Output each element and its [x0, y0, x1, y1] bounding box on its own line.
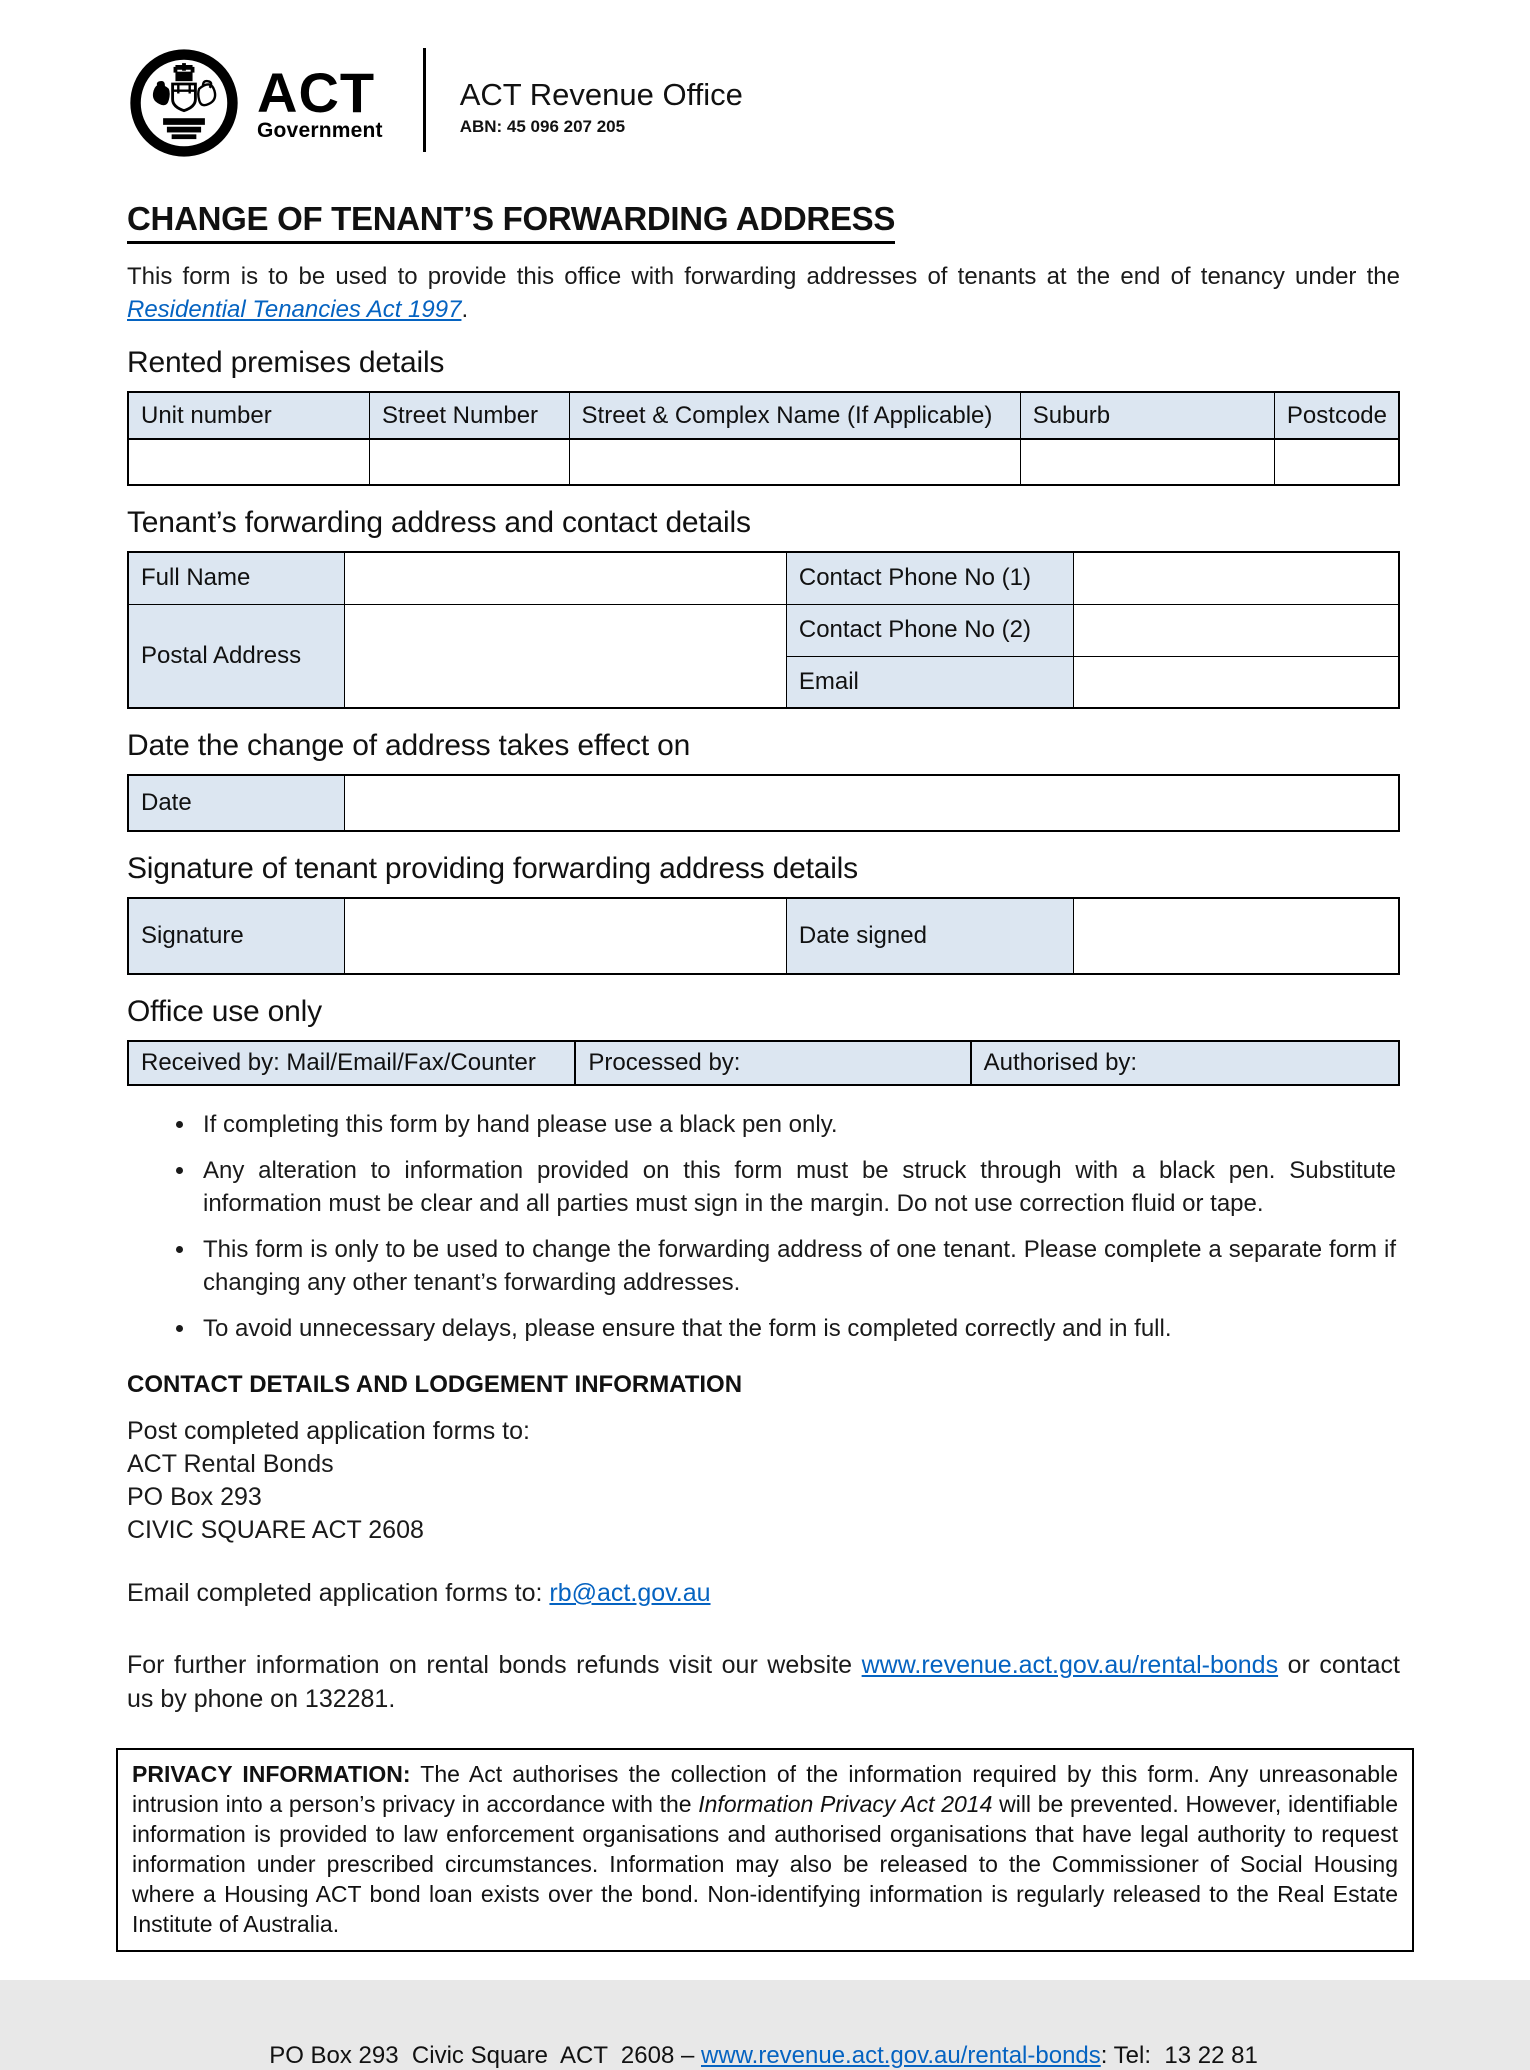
table-row — [128, 775, 1399, 831]
list-item: • To avoid unnecessary delays, please ensure that the form is completed correctly and in full. — [197, 1312, 1400, 1345]
date-label: Date — [128, 775, 344, 831]
header-divider — [423, 48, 426, 152]
page-footer — [127, 2042, 1400, 2070]
table-header-row — [128, 392, 1399, 439]
page-title: CHANGE OF TENANT’S FORWARDING ADDRESS — [127, 200, 895, 244]
date-signed-label: Date signed — [786, 898, 1073, 974]
footer-text-after: : Tel: 13 22 81 — [1100, 2042, 1258, 2069]
office-use-heading: Office use only — [127, 995, 322, 1028]
date-input-cell[interactable] — [344, 775, 1399, 831]
signature-table — [127, 897, 1400, 975]
lodgement-heading: CONTACT DETAILS AND LODGEMENT INFORMATION — [127, 1371, 743, 1398]
tenant-details-table — [127, 551, 1400, 709]
signature-input-cell[interactable] — [344, 898, 786, 974]
date-signed-input-cell[interactable] — [1074, 898, 1399, 974]
residential-tenancies-act-link[interactable]: Residential Tenancies Act 1997 — [127, 296, 462, 323]
office-name: ACT Revenue Office — [459, 77, 743, 112]
act-government-logo — [257, 61, 383, 143]
instruction-notes — [127, 1108, 1400, 1345]
further-info-text-after: or contact us by phone on 132281. — [127, 1651, 1400, 1713]
privacy-information-box — [116, 1748, 1414, 1952]
unit-number-header: Unit number — [128, 392, 369, 439]
postcode-input-cell[interactable] — [1274, 439, 1399, 485]
table-row — [128, 552, 1399, 604]
further-info-paragraph — [127, 1648, 1400, 1716]
contact-phone-2-label: Contact Phone No (2) — [786, 604, 1073, 656]
table-row — [128, 898, 1399, 974]
contact-phone-1-label: Contact Phone No (1) — [786, 552, 1073, 604]
processed-by-cell[interactable]: Processed by: — [575, 1041, 970, 1085]
privacy-act-name: Information Privacy Act 2014 — [698, 1791, 993, 1817]
postal-address-line: PO Box 293 — [127, 1483, 262, 1511]
privacy-text-2: will be prevented. However, identifiable information is provided to law enforcement organisations and authorised organisations that have legal authority to request information under prescribed circumstances. Information may also be released to the Commissioner of Social Housing where a Housing ACT bond loan exists over the bond. Non-identifying information is regularly released to the Real Estate Institute of Australia. — [132, 1791, 1398, 1937]
office-use-table — [127, 1040, 1400, 1086]
suburb-header: Suburb — [1020, 392, 1274, 439]
email-input-cell[interactable] — [1074, 656, 1399, 708]
street-complex-name-header: Street & Complex Name (If Applicable) — [569, 392, 1020, 439]
signature-heading: Signature of tenant providing forwarding address details — [127, 852, 858, 885]
unit-number-input-cell[interactable] — [128, 439, 369, 485]
list-item: • If completing this form by hand please use a black pen only. — [197, 1108, 1400, 1141]
rental-bonds-website-link[interactable]: www.revenue.act.gov.au/rental-bonds — [861, 1651, 1279, 1679]
full-name-label: Full Name — [128, 552, 344, 604]
authorised-by-cell[interactable]: Authorised by: — [971, 1041, 1399, 1085]
further-info-text-before: For further information on rental bonds refunds visit our website — [127, 1651, 862, 1679]
footer-text-before: PO Box 293 Civic Square ACT 2608 – — [269, 2042, 701, 2069]
intro-paragraph — [127, 260, 1400, 326]
street-number-input-cell[interactable] — [369, 439, 569, 485]
postal-address-line: CIVIC SQUARE ACT 2608 — [127, 1516, 424, 1544]
table-row — [128, 439, 1399, 485]
postcode-header: Postcode — [1274, 392, 1399, 439]
footer-website-link[interactable]: www.revenue.act.gov.au/rental-bonds — [700, 2042, 1101, 2069]
rented-premises-table — [127, 391, 1400, 486]
list-item: • This form is only to be used to change the forwarding address of one tenant. Please complete a separate form if changing any other tenant’s forwarding addresses. — [197, 1233, 1400, 1299]
table-row — [128, 604, 1399, 656]
received-by-cell[interactable]: Received by: Mail/Email/Fax/Counter — [128, 1041, 575, 1085]
privacy-text-1: The Act authorises the collection of the information required by this form. Any unreasonable intrusion into a person’s privacy in accordance with the — [132, 1761, 1398, 1817]
header — [127, 46, 1400, 162]
email-label: Email — [786, 656, 1073, 708]
office-block — [460, 78, 743, 137]
suburb-input-cell[interactable] — [1020, 439, 1274, 485]
contact-phone-2-input-cell[interactable] — [1074, 604, 1399, 656]
signature-label: Signature — [128, 898, 344, 974]
postal-address-label: Postal Address — [128, 604, 344, 708]
postal-address-input-cell[interactable] — [344, 604, 786, 708]
privacy-label: PRIVACY INFORMATION: — [132, 1761, 411, 1787]
street-number-header: Street Number — [369, 392, 569, 439]
email-lodgement-text: Email completed application forms to: — [127, 1579, 550, 1607]
postal-address-line: ACT Rental Bonds — [127, 1450, 334, 1478]
logo-government-text: Government — [257, 118, 383, 142]
table-row — [128, 1041, 1399, 1085]
full-name-input-cell[interactable] — [344, 552, 786, 604]
date-table — [127, 774, 1400, 832]
intro-text-after: . — [461, 296, 469, 323]
abn-text: ABN: 45 096 207 205 — [459, 117, 626, 137]
post-forms-label: Post completed application forms to: — [127, 1417, 530, 1445]
list-item: • Any alteration to information provided on this form must be struck through with a black pen. Substitute information must be clear and all parties must sign in the margin. Do not use correction fluid or tape. — [197, 1154, 1400, 1220]
logo-act-text: ACT — [257, 61, 376, 124]
act-coat-of-arms-icon — [127, 46, 241, 160]
date-effect-heading: Date the change of address takes effect on — [127, 729, 691, 762]
intro-text-before: This form is to be used to provide this office with forwarding addresses of tenants at the end of tenancy under the — [127, 263, 1400, 290]
tenant-forwarding-heading: Tenant’s forwarding address and contact details — [127, 506, 751, 539]
rb-email-link[interactable]: rb@act.gov.au — [549, 1579, 711, 1607]
rented-premises-heading: Rented premises details — [127, 346, 445, 379]
contact-phone-1-input-cell[interactable] — [1074, 552, 1399, 604]
email-lodgement-line — [127, 1579, 1400, 1608]
street-complex-name-input-cell[interactable] — [569, 439, 1020, 485]
